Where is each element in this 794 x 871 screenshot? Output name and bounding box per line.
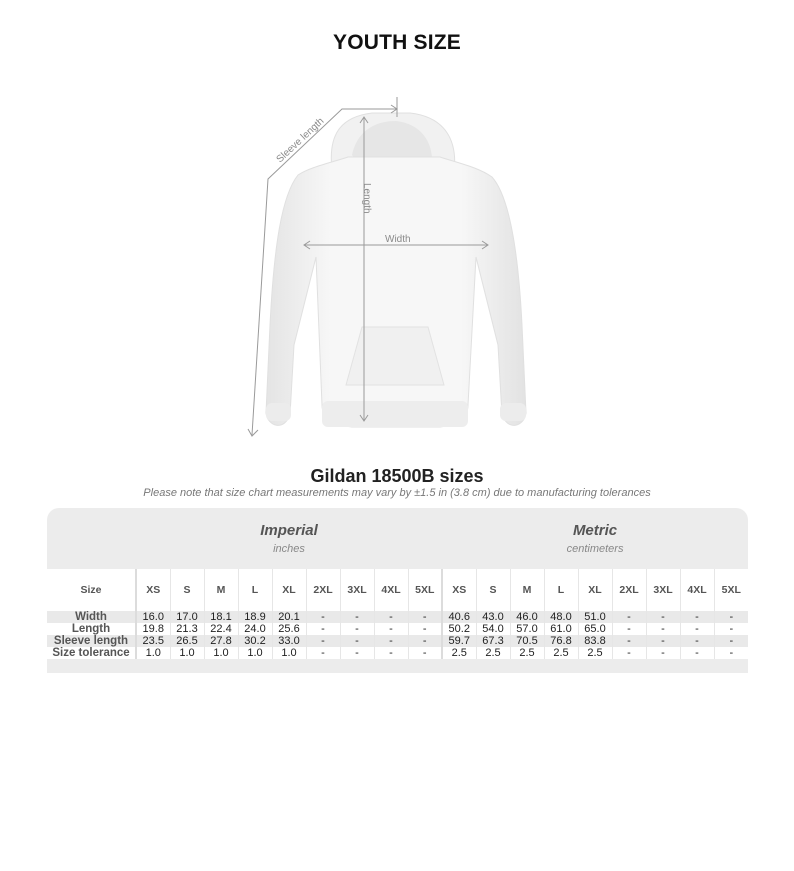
metric-value-cell: 67.3 [476, 635, 510, 647]
metric-value-cell: - [646, 647, 680, 659]
metric-size-header-s: S [476, 569, 510, 611]
imperial-value-cell: 1.0 [136, 647, 170, 659]
imperial-size-header-3xl: 3XL [340, 569, 374, 611]
imperial-value-cell: - [408, 647, 442, 659]
imperial-value-cell: 33.0 [272, 635, 306, 647]
imperial-value-cell: 20.1 [272, 611, 306, 623]
metric-value-cell: 76.8 [544, 635, 578, 647]
metric-value-cell: - [680, 647, 714, 659]
imperial-size-header-2xl: 2XL [306, 569, 340, 611]
imperial-value-cell: 16.0 [136, 611, 170, 623]
measurement-system-row [47, 508, 748, 569]
metric-value-cell: 54.0 [476, 623, 510, 635]
metric-value-cell: 83.8 [578, 635, 612, 647]
imperial-value-cell: 23.5 [136, 635, 170, 647]
imperial-unit: inches [273, 543, 305, 555]
size-chart-table [47, 508, 748, 799]
metric-value-cell: 65.0 [578, 623, 612, 635]
length-label: Length [361, 183, 372, 214]
metric-size-header-5xl: 5XL [714, 569, 748, 611]
metric-size-header-l: L [544, 569, 578, 611]
metric-value-cell: 2.5 [578, 647, 612, 659]
metric-value-cell: 50.2 [442, 623, 476, 635]
imperial-value-cell: - [408, 635, 442, 647]
imperial-size-header-l: L [238, 569, 272, 611]
page-title: YOUTH SIZE [332, 31, 461, 54]
imperial-value-cell: 1.0 [272, 647, 306, 659]
imperial-value-cell: 19.8 [136, 623, 170, 635]
footer-band-cell [47, 659, 748, 673]
imperial-value-cell: - [306, 647, 340, 659]
imperial-value-cell: - [340, 647, 374, 659]
row-label: Length [47, 623, 136, 635]
metric-value-cell: 61.0 [544, 623, 578, 635]
imperial-size-header-5xl: 5XL [408, 569, 442, 611]
row-label: Size tolerance [47, 647, 136, 659]
metric-value-cell: 57.0 [510, 623, 544, 635]
metric-size-header-m: M [510, 569, 544, 611]
table-row [47, 623, 748, 635]
metric-value-cell: - [680, 635, 714, 647]
imperial-size-header-xs: XS [136, 569, 170, 611]
imperial-value-cell: 17.0 [170, 611, 204, 623]
imperial-value-cell: 27.8 [204, 635, 238, 647]
size-table [47, 508, 748, 673]
imperial-value-cell: - [306, 623, 340, 635]
imperial-value-cell: 1.0 [238, 647, 272, 659]
metric-size-header-xs: XS [442, 569, 476, 611]
metric-value-cell: 2.5 [510, 647, 544, 659]
table-row [47, 611, 748, 623]
table-footer-band [47, 659, 748, 673]
imperial-name: Imperial [260, 522, 318, 539]
metric-value-cell: 2.5 [476, 647, 510, 659]
imperial-value-cell: 30.2 [238, 635, 272, 647]
metric-value-cell: 46.0 [510, 611, 544, 623]
metric-value-cell: - [612, 635, 646, 647]
metric-size-header-3xl: 3XL [646, 569, 680, 611]
imperial-value-cell: 22.4 [204, 623, 238, 635]
sleeve-length-label: Sleeve length [274, 115, 327, 166]
imperial-value-cell: - [408, 611, 442, 623]
imperial-value-cell: - [340, 623, 374, 635]
imperial-value-cell: - [306, 635, 340, 647]
metric-system-header [442, 508, 748, 569]
metric-value-cell: 51.0 [578, 611, 612, 623]
metric-value-cell: - [646, 623, 680, 635]
metric-value-cell: - [646, 635, 680, 647]
imperial-value-cell: - [340, 635, 374, 647]
row-label: Width [47, 611, 136, 623]
metric-value-cell: - [714, 611, 748, 623]
metric-value-cell: 70.5 [510, 635, 544, 647]
width-label: Width [385, 234, 411, 245]
imperial-size-header-4xl: 4XL [374, 569, 408, 611]
metric-size-header-4xl: 4XL [680, 569, 714, 611]
imperial-value-cell: - [374, 611, 408, 623]
metric-value-cell: - [714, 635, 748, 647]
system-corner [47, 508, 136, 569]
imperial-size-header-s: S [170, 569, 204, 611]
metric-name: Metric [572, 522, 618, 539]
metric-size-header-xl: XL [578, 569, 612, 611]
imperial-value-cell: - [340, 611, 374, 623]
imperial-value-cell: - [374, 647, 408, 659]
metric-value-cell: 43.0 [476, 611, 510, 623]
imperial-value-cell: - [374, 623, 408, 635]
metric-size-header-2xl: 2XL [612, 569, 646, 611]
imperial-value-cell: - [408, 623, 442, 635]
imperial-value-cell: - [374, 635, 408, 647]
imperial-value-cell: 1.0 [170, 647, 204, 659]
size-header-label: Size [47, 569, 136, 611]
metric-value-cell: - [714, 647, 748, 659]
imperial-system-header [136, 508, 442, 569]
metric-value-cell: - [680, 623, 714, 635]
imperial-size-header-m: M [204, 569, 238, 611]
imperial-value-cell: 25.6 [272, 623, 306, 635]
metric-unit: centimeters [566, 543, 624, 555]
table-row [47, 647, 748, 659]
metric-value-cell: - [612, 623, 646, 635]
size-header-row [47, 569, 748, 611]
imperial-value-cell: 1.0 [204, 647, 238, 659]
imperial-value-cell: 21.3 [170, 623, 204, 635]
table-row [47, 635, 748, 647]
hoodie-diagram [240, 95, 540, 440]
imperial-value-cell: - [306, 611, 340, 623]
metric-value-cell: 59.7 [442, 635, 476, 647]
tolerance-note: Please note that size chart measurements may vary by ±1.5 in (3.8 cm) due to manufacturing tolerances [143, 487, 651, 499]
metric-value-cell: 2.5 [442, 647, 476, 659]
imperial-size-header-xl: XL [272, 569, 306, 611]
imperial-value-cell: 24.0 [238, 623, 272, 635]
metric-value-cell: - [612, 647, 646, 659]
metric-value-cell: - [680, 611, 714, 623]
row-label: Sleeve length [47, 635, 136, 647]
metric-value-cell: 40.6 [442, 611, 476, 623]
metric-value-cell: 48.0 [544, 611, 578, 623]
imperial-value-cell: 26.5 [170, 635, 204, 647]
metric-value-cell: - [714, 623, 748, 635]
imperial-value-cell: 18.1 [204, 611, 238, 623]
metric-value-cell: - [646, 611, 680, 623]
metric-value-cell: 2.5 [544, 647, 578, 659]
chart-title: Gildan 18500B sizes [310, 466, 484, 486]
hoodie-shape [266, 113, 526, 427]
imperial-value-cell: 18.9 [238, 611, 272, 623]
metric-value-cell: - [612, 611, 646, 623]
